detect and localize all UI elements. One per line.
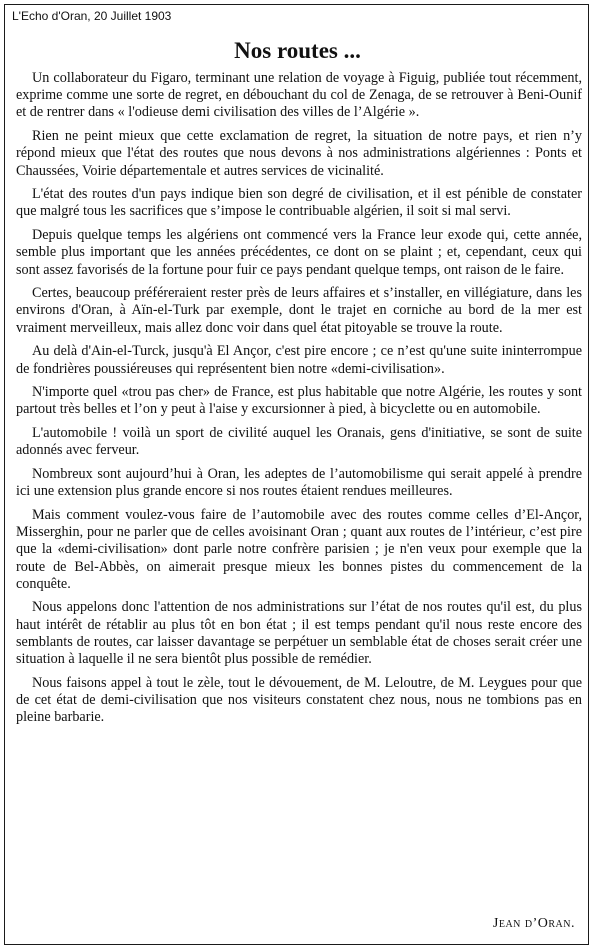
author-signature: Jean d’Oran.: [492, 916, 575, 931]
paragraph-12: Nous faisons appel à tout le zèle, tout le dévouement, de M. Leloutre, de M. Leygues pour que de cet état de demi-civilisation que nos visiteurs constatent chez nous, nous ne tombions pas en pleine barbarie.: [16, 674, 582, 726]
paragraph-4: Depuis quelque temps les algériens ont commencé vers la France leur exode qui, cette année, semble plus important que les années précédentes, ce dont on se plaint ; et, cependant, ceux qui sont assez favorisés de la fortune pour fuir ce pays pendant quelque temps, ont raison de le faire.: [16, 227, 582, 278]
article-title: Nos routes ...: [234, 38, 361, 63]
paragraph-7: N'importe quel «trou pas cher» de France, est plus habitable que notre Algérie, les routes y sont partout très belles et l’on y peut à l'aise y excursionner à pied, à bicyclette ou en automobile.: [16, 384, 582, 418]
paragraph-2: Rien ne peint mieux que cette exclamation de regret, la situation de notre pays, et rien n’y répond mieux que l'état des routes que nous devons à nos administrations algériennes : Ponts et Chaussées, Voirie départementale et autres services de vicinalité.: [16, 128, 582, 179]
paragraph-6: Au delà d'Ain-el-Turck, jusqu'à El Ançor, c'est pire encore ; ce n’est qu'une suite ininterrompue de fondrières poussiéreuses qui représentent bien notre «demi-civilisation».: [16, 343, 582, 377]
paragraph-8: L'automobile ! voilà un sport de civilité auquel les Oranais, gens d'initiative, se sont de suite adonnés avec ferveur.: [16, 425, 582, 459]
paragraph-3: L'état des routes d'un pays indique bien son degré de civilisation, et il est pénible de constater que malgré tous les sacrifices que s’impose le contribuable algérien, il soit si mal servi.: [16, 186, 582, 220]
article-body: [16, 70, 582, 733]
newspaper-source: L'Echo d'Oran, 20 Juillet 1903: [12, 9, 172, 23]
paragraph-5: Certes, beaucoup préféreraient rester près de leurs affaires et s’installer, en villégiature, dans les environs d'Oran, à Aïn-el-Turk par exemple, dont le trajet en corniche au bord de la mer est vraiment merveilleux, mais allez donc voir dans quel état pitoyable se trouve la route.: [16, 285, 582, 336]
paragraph-1: Un collaborateur du Figaro, terminant une relation de voyage à Figuig, publiée tout récemment, exprime comme une sorte de regret, en débouchant du col de Zenaga, de se retrouver à Beni-Ounif et de rentrer dans « l'odieuse demi civilisation des villes de l’Algérie ».: [16, 70, 582, 121]
paragraph-10: Mais comment voulez-vous faire de l’automobile avec des routes comme celles d’El-Ançor, Misserghin, pour ne parler que de celles avoisinant Oran ; quant aux routes de l’intérieur, c’est pire que la «demi-civilisation» dont parle notre confrère parisien ; je n'en veux pour exemple que la route de Bel-Abbès, on aimerait presque mieux les bonnes pistes du commencement de la conquête.: [16, 506, 582, 592]
paragraph-11: Nous appelons donc l'attention de nos administrations sur l’état de nos routes qu'il est, du plus haut intérêt de rétablir au plus tôt en bon état ; il est temps pendant qu'il nous reste encore des semblants de routes, car laisser davantage se perpétuer un semblable état de choses serait créer une situation à laquelle il ne sera bientôt plus possible de remédier.: [16, 599, 582, 668]
paragraph-9: Nombreux sont aujourd’hui à Oran, les adeptes de l’automobilisme qui serait appelé à prendre ici une extension plus grande encore si nos routes étaient rendues meilleures.: [16, 466, 582, 500]
